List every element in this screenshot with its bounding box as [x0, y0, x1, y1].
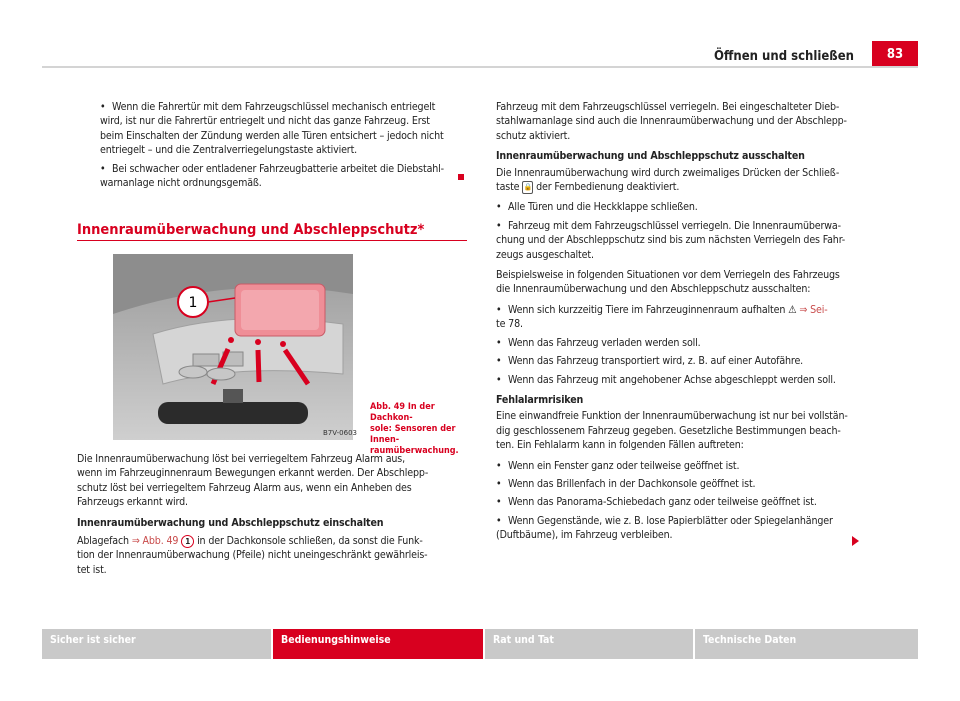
- bullet-item: • Fahrzeug mit dem Fahrzeugschlüssel verriegeln. Die Innenraumüberwa-: [496, 219, 881, 233]
- figure-image: [113, 254, 357, 440]
- footer-tab-active[interactable]: Bedienungshinweise: [273, 629, 483, 659]
- footer-tab[interactable]: Technische Daten: [695, 629, 918, 659]
- text-line: entriegelt – und die Zentralverriegelungstaste aktiviert.: [100, 144, 358, 157]
- continue-arrow-icon: [852, 536, 859, 546]
- left-body: [77, 452, 472, 577]
- text-line: dig geschlossenem Fahrzeug gegeben. Gesetzliche Bestimmungen beach-: [496, 424, 841, 437]
- figure-caption: [370, 402, 470, 457]
- text-line: schutz löst bei verriegeltem Fahrzeug Alarm aus, wenn ein Anheben des: [77, 481, 412, 494]
- bullet-item: • Wenn die Fahrertür mit dem Fahrzeugschlüssel mechanisch entriegelt: [100, 100, 480, 114]
- text-line: tet ist.: [77, 563, 107, 576]
- text-line: schutz aktiviert.: [496, 129, 571, 142]
- text-line: Fahrzeug mit dem Fahrzeugschlüssel verriegeln. Bei eingeschalteter Dieb-: [496, 101, 840, 113]
- image-code: B7V-0603: [323, 429, 357, 437]
- text-line: Fahrzeugs erkannt wird.: [77, 496, 188, 509]
- caption-line: sole: Sensoren der Innen-: [370, 424, 456, 445]
- figure-reference-link[interactable]: ⇒ Abb. 49: [131, 535, 179, 548]
- subheading: Innenraumüberwachung und Abschleppschutz einschalten: [77, 516, 384, 529]
- text-line: Die Innenraumüberwachung löst bei verriegeltem Fahrzeug Alarm aus,: [77, 453, 405, 465]
- bullet-item: • Wenn das Fahrzeug mit angehobener Achse abgeschleppt werden soll.: [496, 373, 881, 387]
- text-line: ten. Ein Fehlalarm kann in folgenden Fällen auftreten:: [496, 439, 744, 452]
- section-end-marker: [458, 174, 464, 180]
- bullet-item: • Wenn sich kurzzeitig Tiere im Fahrzeuginnenraum aufhalten ⚠ ⇒ Sei-: [496, 303, 881, 317]
- bullet-item: • Wenn das Brillenfach in der Dachkonsole geöffnet ist.: [496, 477, 881, 491]
- text-line: te 78.: [496, 318, 523, 331]
- section-title-rule: [77, 240, 467, 241]
- text-line: taste 🔒 der Fernbedienung deaktiviert.: [496, 181, 680, 194]
- bullet-item: • Wenn das Fahrzeug verladen werden soll.: [496, 336, 881, 350]
- right-body: [496, 100, 881, 543]
- text-line: Die Innenraumüberwachung wird durch zweimaliges Drücken der Schließ-: [496, 166, 840, 179]
- running-header: Öffnen und schließen: [713, 49, 854, 64]
- warning-triangle-icon: ⚠: [788, 303, 797, 316]
- text-line: wird, ist nur die Fahrertür entriegelt und nicht das ganze Fahrzeug. Erst: [100, 115, 430, 128]
- text-line: chung und der Abschleppschutz sind bis zum nächsten Verriegeln des Fahr-: [496, 234, 846, 247]
- text-line: (Duftbäume), im Fahrzeug verbleiben.: [496, 529, 673, 542]
- text-line: die Innenraumüberwachung und den Abschleppschutz ausschalten:: [496, 283, 811, 296]
- section-title: Innenraumüberwachung und Abschleppschutz*: [77, 222, 425, 238]
- text-line: warnanlage nicht ordnungsgemäß.: [100, 177, 262, 190]
- text-line: stahlwarnanlage sind auch die Innenraumüberwachung und der Abschlepp-: [496, 115, 847, 128]
- subheading: Innenraumüberwachung und Abschleppschutz ausschalten: [496, 150, 805, 163]
- header-rule: [42, 66, 918, 68]
- callout-number: 1: [188, 295, 198, 311]
- bullet-item: • Wenn das Fahrzeug transportiert wird, z. B. auf einer Autofähre.: [496, 354, 881, 368]
- text-line: tion der Innenraumüberwachung (Pfeile) nicht uneingeschränkt gewährleis-: [77, 549, 428, 562]
- bullet-item: • Alle Türen und die Heckklappe schließen.: [496, 200, 881, 214]
- bullet-item: • Bei schwacher oder entladener Fahrzeugbatterie arbeitet die Diebstahl-: [100, 162, 480, 176]
- text-line: Ablagefach ⇒ Abb. 49 1 in der Dachkonsole schließen, da sonst die Funk-: [77, 535, 423, 548]
- page-number: 83: [872, 41, 918, 68]
- intro-bullets: [100, 100, 480, 190]
- text-line: Beispielsweise in folgenden Situationen vor dem Verriegeln des Fahrzeugs: [496, 269, 840, 282]
- bullet-item: • Wenn Gegenstände, wie z. B. lose Papierblätter oder Spiegelanhänger: [496, 514, 881, 528]
- text-line: wenn im Fahrzeuginnenraum Bewegungen erkannt werden. Der Abschlepp-: [77, 467, 429, 480]
- caption-line: Abb. 49 In der Dachkon-: [370, 402, 435, 423]
- page-reference-link[interactable]: ⇒ Sei-: [796, 303, 828, 316]
- key-lock-icon: 🔒: [522, 181, 533, 194]
- callout-ref-badge: 1: [181, 535, 194, 548]
- subheading: Fehlalarmrisiken: [496, 393, 584, 406]
- bullet-item: • Wenn ein Fenster ganz oder teilweise geöffnet ist.: [496, 459, 881, 473]
- footer-tab[interactable]: Sicher ist sicher: [42, 629, 271, 659]
- text-line: beim Einschalten der Zündung werden alle Türen entsichert – jedoch nicht: [100, 129, 444, 142]
- bullet-item: • Wenn das Panorama-Schiebedach ganz oder teilweise geöffnet ist.: [496, 495, 881, 509]
- text-line: Eine einwandfreie Funktion der Innenraumüberwachung ist nur bei vollstän-: [496, 410, 848, 423]
- text-line: zeugs ausgeschaltet.: [496, 248, 594, 261]
- caption-line: raumüberwachung.: [370, 446, 459, 456]
- footer-tab[interactable]: Rat und Tat: [485, 629, 693, 659]
